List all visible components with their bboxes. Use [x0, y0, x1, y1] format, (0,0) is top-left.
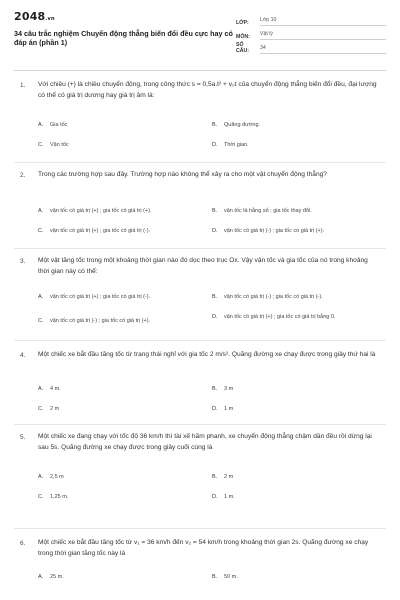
option-letter: D. [212, 142, 218, 148]
question-number: 6. [20, 540, 26, 547]
question-number: 3. [20, 258, 26, 265]
option-text: vận tốc là hằng số ; gia tốc thay đổi. [224, 208, 312, 214]
option-text: 25 m. [50, 574, 64, 580]
option-c[interactable] [38, 142, 190, 150]
option-text: vận tốc có giá trị (+) ; gia tốc có giá trị bằng 0. [224, 314, 336, 320]
option-text: 1,25 m. [50, 494, 69, 500]
option-text: 2,5 m [50, 474, 64, 480]
option-letter: C. [38, 318, 44, 324]
meta-row-subject [236, 26, 386, 40]
option-c[interactable] [38, 406, 190, 414]
question-divider [14, 528, 386, 529]
option-a[interactable] [38, 574, 190, 582]
meta-label-class: LỚP: [236, 20, 249, 26]
document-meta [236, 12, 386, 54]
option-d[interactable] [212, 494, 364, 502]
option-a[interactable] [38, 208, 190, 216]
option-text: Gia tốc [50, 122, 68, 128]
option-letter: D. [212, 314, 218, 320]
option-letter: A. [38, 574, 44, 580]
option-b[interactable] [212, 386, 364, 394]
option-c[interactable] [38, 228, 190, 236]
question-text: Với chiều (+) là chiều chuyển động, trong công thức s = 0,5a.t² + v₀t của chuyển động thẳng biến đổi đều, đại lượng có thể có giá trị dương hay giá trị âm là: [38, 81, 377, 99]
option-text: 2 m [50, 406, 60, 412]
question-divider [14, 340, 386, 341]
question-divider [14, 248, 386, 249]
document-header [0, 0, 400, 64]
option-d[interactable] [212, 228, 364, 236]
meta-label-subject: MÔN: [236, 34, 250, 40]
option-letter: A. [38, 386, 44, 392]
meta-value-count: 34 [260, 45, 386, 54]
option-text: vận tốc có giá trị (-) ; gia tốc có giá trị (+). [50, 318, 151, 324]
option-text: Quãng đường. [224, 122, 261, 128]
option-letter: B. [212, 386, 218, 392]
option-d[interactable] [212, 314, 364, 322]
question-number: 2. [20, 172, 26, 179]
option-d[interactable] [212, 142, 364, 150]
option-a[interactable] [38, 386, 190, 394]
option-letter: B. [212, 122, 218, 128]
question-number: 4. [20, 352, 26, 359]
option-text: vận tốc có giá trị (+) ; gia tốc có giá trị (-). [50, 228, 151, 234]
option-text: Thời gian. [224, 142, 249, 148]
logo-main-text: 2048 [14, 10, 46, 23]
option-letter: A. [38, 122, 44, 128]
option-text: Vận tốc [50, 142, 69, 148]
option-text: vận tốc có giá trị (-) ; gia tốc có giá trị (+). [224, 228, 325, 234]
option-c[interactable] [38, 318, 190, 326]
option-letter: D. [212, 228, 218, 234]
option-text: vận tốc có giá trị (-) ; gia tốc có giá trị (-). [224, 294, 323, 300]
question-text: Một chiếc xe bắt đầu tăng tốc từ trạng thái nghỉ với gia tốc 2 m/s². Quãng đường xe chạy được trong giây thứ hai là [38, 351, 376, 358]
option-text: 1 m. [224, 494, 235, 500]
option-letter: C. [38, 406, 44, 412]
option-letter: C. [38, 228, 44, 234]
header-divider [14, 70, 386, 71]
option-text: 1 m [224, 406, 234, 412]
option-letter: B. [212, 474, 218, 480]
option-b[interactable] [212, 574, 364, 582]
option-letter: A. [38, 294, 44, 300]
question-number: 1. [20, 82, 26, 89]
document-title: 34 câu trắc nghiệm Chuyển động thẳng biến đổi đều cực hay có đáp án (phần 1) [14, 29, 233, 47]
meta-row-class [236, 12, 386, 26]
meta-label-count: SỐ CÂU: [236, 42, 249, 54]
logo-suffix-text: .vn [45, 16, 55, 22]
option-b[interactable] [212, 294, 364, 302]
option-text: 3 m [224, 386, 234, 392]
option-text: 4 m. [50, 386, 61, 392]
question-number: 5. [20, 434, 26, 441]
option-letter: A. [38, 208, 44, 214]
option-c[interactable] [38, 494, 190, 502]
option-letter: C. [38, 494, 44, 500]
option-letter: D. [212, 406, 218, 412]
option-b[interactable] [212, 208, 364, 216]
question-text: Trong các trường hợp sau đây. Trường hợp nào không thể xảy ra cho một vật chuyển động thẳng? [38, 171, 327, 178]
option-text: 2 m [224, 474, 234, 480]
option-letter: B. [212, 294, 218, 300]
meta-value-subject: Vật lý [260, 31, 386, 40]
option-a[interactable] [38, 294, 190, 302]
option-letter: C. [38, 142, 44, 148]
option-a[interactable] [38, 474, 190, 482]
option-text: vận tốc có giá trị (+) ; gia tốc có giá trị (-). [50, 294, 151, 300]
option-letter: D. [212, 494, 218, 500]
option-a[interactable] [38, 122, 190, 130]
option-text: vận tốc có giá trị (+) ; gia tốc có giá trị (+). [50, 208, 152, 214]
question-text: Một vật tăng tốc trong một khoảng thời gian nào đó dọc theo trục Ox. Vậy vận tốc và gia tốc của nó trong khoảng thời gian này có thể: [38, 257, 368, 275]
option-b[interactable] [212, 122, 364, 130]
option-b[interactable] [212, 474, 364, 482]
option-text: 50 m. [224, 574, 238, 580]
option-letter: B. [212, 208, 218, 214]
question-text: Một chiếc xe đang chạy với tốc độ 36 km/h thì tài xế hãm phanh, xe chuyển động thẳng chậm dần đều rồi dừng lại sau 5s. Quãng đường xe chạy được trong giây cuối cùng là [38, 433, 372, 451]
question-divider [14, 424, 386, 425]
meta-row-count [236, 40, 386, 54]
option-d[interactable] [212, 406, 364, 414]
meta-value-class: Lớp 10 [260, 17, 386, 26]
option-letter: A. [38, 474, 44, 480]
question-text: Một chiếc xe bắt đầu tăng tốc từ v₁ = 36 km/h đến v₂ = 54 km/h trong khoảng thời gian 2s. Quãng đường xe chạy trong thời gian tăng tốc này là [38, 539, 369, 557]
option-letter: B. [212, 574, 218, 580]
question-divider [14, 162, 386, 163]
